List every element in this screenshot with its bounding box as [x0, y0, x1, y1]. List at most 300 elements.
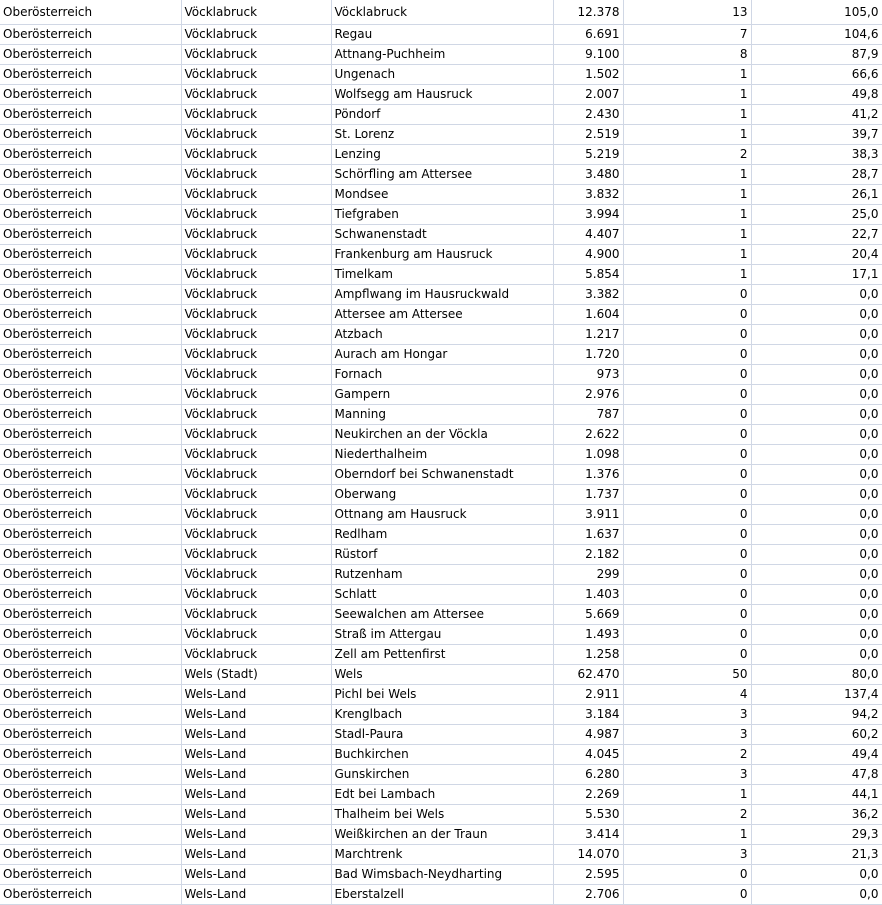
cell-gemeinde[interactable]: Ungenach [331, 65, 553, 85]
cell-bundesland[interactable]: Oberösterreich [0, 205, 181, 225]
table-row [0, 765, 882, 785]
cell-bundesland[interactable]: Oberösterreich [0, 185, 181, 205]
cell-faelle[interactable]: 1 [623, 105, 751, 125]
cell-gemeinde[interactable]: Stadl-Paura [331, 725, 553, 745]
table-row [0, 45, 882, 65]
cell-inzidenz[interactable]: 41,2 [751, 105, 882, 125]
cell-inzidenz[interactable]: 0,0 [751, 465, 882, 485]
cell-bundesland[interactable]: Oberösterreich [0, 785, 181, 805]
cell-einwohner[interactable]: 2.706 [553, 885, 623, 905]
cell-inzidenz[interactable]: 26,1 [751, 185, 882, 205]
cell-inzidenz[interactable]: 0,0 [751, 605, 882, 625]
cell-gemeinde[interactable]: Attnang-Puchheim [331, 45, 553, 65]
cell-bundesland[interactable]: Oberösterreich [0, 285, 181, 305]
cell-gemeinde[interactable]: Straß im Attergau [331, 625, 553, 645]
cell-einwohner[interactable]: 1.637 [553, 525, 623, 545]
cell-bezirk[interactable]: Vöcklabruck [181, 125, 331, 145]
cell-bundesland[interactable]: Oberösterreich [0, 705, 181, 725]
cell-faelle[interactable]: 3 [623, 725, 751, 745]
cell-bundesland[interactable]: Oberösterreich [0, 485, 181, 505]
cell-gemeinde[interactable]: Marchtrenk [331, 845, 553, 865]
cell-gemeinde[interactable]: Wolfsegg am Hausruck [331, 85, 553, 105]
cell-inzidenz[interactable]: 104,6 [751, 25, 882, 45]
cell-einwohner[interactable]: 2.595 [553, 865, 623, 885]
cell-faelle[interactable]: 1 [623, 185, 751, 205]
cell-bezirk[interactable]: Wels-Land [181, 825, 331, 845]
cell-gemeinde[interactable]: St. Lorenz [331, 125, 553, 145]
cell-inzidenz[interactable]: 21,3 [751, 845, 882, 865]
cell-einwohner[interactable]: 299 [553, 565, 623, 585]
cell-faelle[interactable]: 0 [623, 465, 751, 485]
cell-einwohner[interactable]: 1.604 [553, 305, 623, 325]
cell-bezirk[interactable]: Vöcklabruck [181, 565, 331, 585]
cell-bezirk[interactable]: Vöcklabruck [181, 545, 331, 565]
cell-bezirk[interactable]: Wels-Land [181, 865, 331, 885]
cell-gemeinde[interactable]: Vöcklabruck [331, 0, 553, 25]
table-row [0, 725, 882, 745]
cell-bundesland[interactable]: Oberösterreich [0, 165, 181, 185]
cell-bundesland[interactable]: Oberösterreich [0, 745, 181, 765]
cell-inzidenz[interactable]: 60,2 [751, 725, 882, 745]
cell-einwohner[interactable]: 1.258 [553, 645, 623, 665]
cell-einwohner[interactable]: 1.493 [553, 625, 623, 645]
cell-bezirk[interactable]: Vöcklabruck [181, 145, 331, 165]
cell-gemeinde[interactable]: Edt bei Lambach [331, 785, 553, 805]
cell-faelle[interactable]: 2 [623, 145, 751, 165]
cell-einwohner[interactable]: 1.403 [553, 585, 623, 605]
cell-gemeinde[interactable]: Seewalchen am Attersee [331, 605, 553, 625]
cell-inzidenz[interactable]: 0,0 [751, 865, 882, 885]
cell-bundesland[interactable]: Oberösterreich [0, 105, 181, 125]
cell-bezirk[interactable]: Wels-Land [181, 705, 331, 725]
table-row [0, 345, 882, 365]
cell-bundesland[interactable]: Oberösterreich [0, 0, 181, 25]
cell-bezirk[interactable]: Vöcklabruck [181, 25, 331, 45]
cell-gemeinde[interactable]: Schlatt [331, 585, 553, 605]
cell-einwohner[interactable]: 5.219 [553, 145, 623, 165]
cell-bundesland[interactable]: Oberösterreich [0, 305, 181, 325]
cell-bezirk[interactable]: Vöcklabruck [181, 185, 331, 205]
cell-gemeinde[interactable]: Schörfling am Attersee [331, 165, 553, 185]
cell-gemeinde[interactable]: Oberndorf bei Schwanenstadt [331, 465, 553, 485]
cell-gemeinde[interactable]: Bad Wimsbach-Neydharting [331, 865, 553, 885]
cell-inzidenz[interactable]: 0,0 [751, 585, 882, 605]
cell-faelle[interactable]: 0 [623, 385, 751, 405]
cell-faelle[interactable]: 0 [623, 445, 751, 465]
cell-bezirk[interactable]: Vöcklabruck [181, 345, 331, 365]
cell-bundesland[interactable]: Oberösterreich [0, 545, 181, 565]
cell-bezirk[interactable]: Wels-Land [181, 805, 331, 825]
cell-bezirk[interactable]: Vöcklabruck [181, 105, 331, 125]
table-row [0, 465, 882, 485]
cell-inzidenz[interactable]: 0,0 [751, 385, 882, 405]
cell-inzidenz[interactable]: 49,8 [751, 85, 882, 105]
cell-inzidenz[interactable]: 66,6 [751, 65, 882, 85]
table-row [0, 625, 882, 645]
cell-einwohner[interactable]: 3.832 [553, 185, 623, 205]
cell-einwohner[interactable]: 4.045 [553, 745, 623, 765]
cell-bezirk[interactable]: Vöcklabruck [181, 365, 331, 385]
cell-bezirk[interactable]: Wels-Land [181, 845, 331, 865]
cell-bezirk[interactable]: Vöcklabruck [181, 305, 331, 325]
cell-inzidenz[interactable]: 0,0 [751, 625, 882, 645]
cell-einwohner[interactable]: 2.007 [553, 85, 623, 105]
cell-einwohner[interactable]: 973 [553, 365, 623, 385]
cell-faelle[interactable]: 0 [623, 305, 751, 325]
table-row [0, 145, 882, 165]
cell-einwohner[interactable]: 3.382 [553, 285, 623, 305]
cell-bundesland[interactable]: Oberösterreich [0, 865, 181, 885]
table-row [0, 0, 882, 25]
cell-faelle[interactable]: 0 [623, 625, 751, 645]
cell-gemeinde[interactable]: Pöndorf [331, 105, 553, 125]
cell-faelle[interactable]: 0 [623, 865, 751, 885]
cell-faelle[interactable]: 1 [623, 205, 751, 225]
cell-bundesland[interactable]: Oberösterreich [0, 125, 181, 145]
cell-bezirk[interactable]: Wels-Land [181, 765, 331, 785]
cell-gemeinde[interactable]: Neukirchen an der Vöckla [331, 425, 553, 445]
cell-inzidenz[interactable]: 29,3 [751, 825, 882, 845]
cell-gemeinde[interactable]: Ottnang am Hausruck [331, 505, 553, 525]
table-row [0, 205, 882, 225]
cell-faelle[interactable]: 0 [623, 645, 751, 665]
cell-gemeinde[interactable]: Zell am Pettenfirst [331, 645, 553, 665]
cell-bundesland[interactable]: Oberösterreich [0, 345, 181, 365]
cell-einwohner[interactable]: 1.376 [553, 465, 623, 485]
cell-faelle[interactable]: 0 [623, 365, 751, 385]
cell-bundesland[interactable]: Oberösterreich [0, 505, 181, 525]
cell-bundesland[interactable]: Oberösterreich [0, 665, 181, 685]
cell-bezirk[interactable]: Vöcklabruck [181, 65, 331, 85]
cell-bezirk[interactable]: Vöcklabruck [181, 385, 331, 405]
cell-faelle[interactable]: 0 [623, 485, 751, 505]
cell-einwohner[interactable]: 3.184 [553, 705, 623, 725]
cell-einwohner[interactable]: 2.430 [553, 105, 623, 125]
cell-inzidenz[interactable]: 0,0 [751, 365, 882, 385]
cell-faelle[interactable]: 3 [623, 705, 751, 725]
cell-bezirk[interactable]: Vöcklabruck [181, 245, 331, 265]
cell-bezirk[interactable]: Vöcklabruck [181, 325, 331, 345]
cell-einwohner[interactable]: 1.098 [553, 445, 623, 465]
cell-gemeinde[interactable]: Thalheim bei Wels [331, 805, 553, 825]
table-row [0, 865, 882, 885]
cell-faelle[interactable]: 1 [623, 165, 751, 185]
cell-bezirk[interactable]: Vöcklabruck [181, 425, 331, 445]
cell-faelle[interactable]: 0 [623, 885, 751, 905]
table-row [0, 805, 882, 825]
cell-bundesland[interactable]: Oberösterreich [0, 765, 181, 785]
cell-inzidenz[interactable]: 0,0 [751, 565, 882, 585]
cell-einwohner[interactable]: 2.976 [553, 385, 623, 405]
cell-einwohner[interactable]: 1.217 [553, 325, 623, 345]
table-row [0, 385, 882, 405]
cell-bezirk[interactable]: Vöcklabruck [181, 165, 331, 185]
cell-gemeinde[interactable]: Manning [331, 405, 553, 425]
cell-einwohner[interactable]: 2.911 [553, 685, 623, 705]
table-row [0, 185, 882, 205]
cell-bundesland[interactable]: Oberösterreich [0, 885, 181, 905]
cell-bezirk[interactable]: Wels-Land [181, 685, 331, 705]
cell-faelle[interactable]: 0 [623, 405, 751, 425]
cell-inzidenz[interactable]: 137,4 [751, 685, 882, 705]
cell-inzidenz[interactable]: 0,0 [751, 525, 882, 545]
cell-einwohner[interactable]: 4.987 [553, 725, 623, 745]
cell-gemeinde[interactable]: Weißkirchen an der Traun [331, 825, 553, 845]
cell-einwohner[interactable]: 3.480 [553, 165, 623, 185]
cell-bezirk[interactable]: Vöcklabruck [181, 225, 331, 245]
cell-faelle[interactable]: 1 [623, 245, 751, 265]
cell-inzidenz[interactable]: 44,1 [751, 785, 882, 805]
cell-einwohner[interactable]: 5.669 [553, 605, 623, 625]
cell-inzidenz[interactable]: 25,0 [751, 205, 882, 225]
cell-bundesland[interactable]: Oberösterreich [0, 85, 181, 105]
cell-faelle[interactable]: 0 [623, 565, 751, 585]
table-row [0, 125, 882, 145]
cell-einwohner[interactable]: 3.911 [553, 505, 623, 525]
table-row [0, 165, 882, 185]
cell-bezirk[interactable]: Wels-Land [181, 745, 331, 765]
cell-inzidenz[interactable]: 0,0 [751, 405, 882, 425]
cell-bundesland[interactable]: Oberösterreich [0, 465, 181, 485]
cell-einwohner[interactable]: 1.502 [553, 65, 623, 85]
cell-gemeinde[interactable]: Frankenburg am Hausruck [331, 245, 553, 265]
cell-bezirk[interactable]: Vöcklabruck [181, 205, 331, 225]
cell-gemeinde[interactable]: Gunskirchen [331, 765, 553, 785]
cell-faelle[interactable]: 2 [623, 805, 751, 825]
cell-bezirk[interactable]: Vöcklabruck [181, 265, 331, 285]
table-row [0, 585, 882, 605]
table-row [0, 225, 882, 245]
cell-faelle[interactable]: 0 [623, 425, 751, 445]
cell-bundesland[interactable]: Oberösterreich [0, 725, 181, 745]
cell-bezirk[interactable]: Wels (Stadt) [181, 665, 331, 685]
cell-gemeinde[interactable]: Gampern [331, 385, 553, 405]
cell-inzidenz[interactable]: 47,8 [751, 765, 882, 785]
cell-inzidenz[interactable]: 0,0 [751, 505, 882, 525]
table-row [0, 245, 882, 265]
cell-faelle[interactable]: 8 [623, 45, 751, 65]
cell-bezirk[interactable]: Vöcklabruck [181, 0, 331, 25]
cell-bezirk[interactable]: Vöcklabruck [181, 525, 331, 545]
cell-faelle[interactable]: 1 [623, 65, 751, 85]
cell-gemeinde[interactable]: Mondsee [331, 185, 553, 205]
cell-inzidenz[interactable]: 94,2 [751, 705, 882, 725]
cell-gemeinde[interactable]: Wels [331, 665, 553, 685]
cell-bezirk[interactable]: Vöcklabruck [181, 485, 331, 505]
cell-bundesland[interactable]: Oberösterreich [0, 385, 181, 405]
cell-faelle[interactable]: 2 [623, 745, 751, 765]
cell-faelle[interactable]: 1 [623, 265, 751, 285]
cell-bezirk[interactable]: Wels-Land [181, 885, 331, 905]
cell-bundesland[interactable]: Oberösterreich [0, 625, 181, 645]
table-row [0, 885, 882, 905]
cell-inzidenz[interactable]: 49,4 [751, 745, 882, 765]
cell-bundesland[interactable]: Oberösterreich [0, 25, 181, 45]
cell-bundesland[interactable]: Oberösterreich [0, 445, 181, 465]
cell-faelle[interactable]: 1 [623, 85, 751, 105]
cell-inzidenz[interactable]: 28,7 [751, 165, 882, 185]
cell-inzidenz[interactable]: 0,0 [751, 485, 882, 505]
cell-einwohner[interactable]: 6.691 [553, 25, 623, 45]
cell-inzidenz[interactable]: 80,0 [751, 665, 882, 685]
cell-inzidenz[interactable]: 20,4 [751, 245, 882, 265]
cell-gemeinde[interactable]: Atzbach [331, 325, 553, 345]
cell-einwohner[interactable]: 2.622 [553, 425, 623, 445]
cell-bundesland[interactable]: Oberösterreich [0, 825, 181, 845]
cell-bezirk[interactable]: Vöcklabruck [181, 405, 331, 425]
cell-inzidenz[interactable]: 38,3 [751, 145, 882, 165]
cell-bundesland[interactable]: Oberösterreich [0, 45, 181, 65]
cell-bundesland[interactable]: Oberösterreich [0, 585, 181, 605]
cell-bezirk[interactable]: Vöcklabruck [181, 505, 331, 525]
cell-bundesland[interactable]: Oberösterreich [0, 565, 181, 585]
cell-inzidenz[interactable]: 0,0 [751, 645, 882, 665]
cell-faelle[interactable]: 1 [623, 825, 751, 845]
table-row [0, 825, 882, 845]
table-row [0, 325, 882, 345]
cell-inzidenz[interactable]: 105,0 [751, 0, 882, 25]
cell-faelle[interactable]: 7 [623, 25, 751, 45]
cell-einwohner[interactable]: 4.900 [553, 245, 623, 265]
cell-gemeinde[interactable]: Krenglbach [331, 705, 553, 725]
cell-einwohner[interactable]: 3.994 [553, 205, 623, 225]
cell-bezirk[interactable]: Vöcklabruck [181, 45, 331, 65]
cell-bundesland[interactable]: Oberösterreich [0, 145, 181, 165]
cell-faelle[interactable]: 3 [623, 845, 751, 865]
cell-faelle[interactable]: 0 [623, 505, 751, 525]
cell-einwohner[interactable]: 14.070 [553, 845, 623, 865]
cell-einwohner[interactable]: 5.854 [553, 265, 623, 285]
table-row [0, 85, 882, 105]
table-row [0, 685, 882, 705]
cell-bezirk[interactable]: Vöcklabruck [181, 85, 331, 105]
cell-einwohner[interactable]: 1.720 [553, 345, 623, 365]
cell-einwohner[interactable]: 2.269 [553, 785, 623, 805]
cell-bundesland[interactable]: Oberösterreich [0, 685, 181, 705]
cell-gemeinde[interactable]: Timelkam [331, 265, 553, 285]
cell-einwohner[interactable]: 2.182 [553, 545, 623, 565]
cell-gemeinde[interactable]: Rüstorf [331, 545, 553, 565]
cell-inzidenz[interactable]: 17,1 [751, 265, 882, 285]
cell-faelle[interactable]: 4 [623, 685, 751, 705]
cell-faelle[interactable]: 0 [623, 585, 751, 605]
cell-faelle[interactable]: 50 [623, 665, 751, 685]
cell-bundesland[interactable]: Oberösterreich [0, 365, 181, 385]
cell-bundesland[interactable]: Oberösterreich [0, 325, 181, 345]
cell-faelle[interactable]: 0 [623, 545, 751, 565]
table-row [0, 545, 882, 565]
cell-faelle[interactable]: 1 [623, 785, 751, 805]
cell-bezirk[interactable]: Vöcklabruck [181, 465, 331, 485]
cell-bundesland[interactable]: Oberösterreich [0, 845, 181, 865]
cell-inzidenz[interactable]: 0,0 [751, 325, 882, 345]
cell-inzidenz[interactable]: 0,0 [751, 425, 882, 445]
cell-bundesland[interactable]: Oberösterreich [0, 805, 181, 825]
cell-bezirk[interactable]: Vöcklabruck [181, 625, 331, 645]
table-row [0, 25, 882, 45]
cell-bundesland[interactable]: Oberösterreich [0, 645, 181, 665]
cell-faelle[interactable]: 1 [623, 225, 751, 245]
cell-gemeinde[interactable]: Schwanenstadt [331, 225, 553, 245]
cell-faelle[interactable]: 13 [623, 0, 751, 25]
cell-faelle[interactable]: 1 [623, 125, 751, 145]
cell-inzidenz[interactable]: 0,0 [751, 305, 882, 325]
cell-inzidenz[interactable]: 0,0 [751, 885, 882, 905]
table-row [0, 705, 882, 725]
cell-gemeinde[interactable]: Niederthalheim [331, 445, 553, 465]
cell-bundesland[interactable]: Oberösterreich [0, 405, 181, 425]
cell-gemeinde[interactable]: Lenzing [331, 145, 553, 165]
cell-faelle[interactable]: 0 [623, 325, 751, 345]
cell-bezirk[interactable]: Wels-Land [181, 725, 331, 745]
cell-bezirk[interactable]: Vöcklabruck [181, 645, 331, 665]
cell-einwohner[interactable]: 1.737 [553, 485, 623, 505]
cell-bundesland[interactable]: Oberösterreich [0, 225, 181, 245]
cell-inzidenz[interactable]: 36,2 [751, 805, 882, 825]
cell-bundesland[interactable]: Oberösterreich [0, 605, 181, 625]
cell-faelle[interactable]: 0 [623, 605, 751, 625]
cell-bezirk[interactable]: Wels-Land [181, 785, 331, 805]
cell-bezirk[interactable]: Vöcklabruck [181, 285, 331, 305]
cell-gemeinde[interactable]: Aurach am Hongar [331, 345, 553, 365]
cell-einwohner[interactable]: 2.519 [553, 125, 623, 145]
cell-gemeinde[interactable]: Pichl bei Wels [331, 685, 553, 705]
cell-einwohner[interactable]: 787 [553, 405, 623, 425]
cell-einwohner[interactable]: 6.280 [553, 765, 623, 785]
cell-einwohner[interactable]: 3.414 [553, 825, 623, 845]
table-row [0, 445, 882, 465]
cell-bundesland[interactable]: Oberösterreich [0, 425, 181, 445]
cell-inzidenz[interactable]: 0,0 [751, 285, 882, 305]
cell-gemeinde[interactable]: Eberstalzell [331, 885, 553, 905]
cell-einwohner[interactable]: 62.470 [553, 665, 623, 685]
table-row [0, 105, 882, 125]
cell-bezirk[interactable]: Vöcklabruck [181, 445, 331, 465]
cell-bundesland[interactable]: Oberösterreich [0, 265, 181, 285]
cell-gemeinde[interactable]: Tiefgraben [331, 205, 553, 225]
cell-gemeinde[interactable]: Redlham [331, 525, 553, 545]
cell-inzidenz[interactable]: 22,7 [751, 225, 882, 245]
cell-inzidenz[interactable]: 87,9 [751, 45, 882, 65]
cell-inzidenz[interactable]: 0,0 [751, 445, 882, 465]
cell-einwohner[interactable]: 5.530 [553, 805, 623, 825]
cell-inzidenz[interactable]: 39,7 [751, 125, 882, 145]
cell-einwohner[interactable]: 12.378 [553, 0, 623, 25]
cell-einwohner[interactable]: 4.407 [553, 225, 623, 245]
cell-gemeinde[interactable]: Buchkirchen [331, 745, 553, 765]
table-row [0, 285, 882, 305]
cell-gemeinde[interactable]: Regau [331, 25, 553, 45]
cell-inzidenz[interactable]: 0,0 [751, 545, 882, 565]
cell-gemeinde[interactable]: Rutzenham [331, 565, 553, 585]
cell-gemeinde[interactable]: Ampflwang im Hausruckwald [331, 285, 553, 305]
cell-bundesland[interactable]: Oberösterreich [0, 525, 181, 545]
cell-gemeinde[interactable]: Fornach [331, 365, 553, 385]
cell-gemeinde[interactable]: Oberwang [331, 485, 553, 505]
cell-faelle[interactable]: 0 [623, 525, 751, 545]
table-row [0, 305, 882, 325]
cell-faelle[interactable]: 0 [623, 345, 751, 365]
cell-bezirk[interactable]: Vöcklabruck [181, 585, 331, 605]
cell-faelle[interactable]: 0 [623, 285, 751, 305]
cell-bezirk[interactable]: Vöcklabruck [181, 605, 331, 625]
cell-inzidenz[interactable]: 0,0 [751, 345, 882, 365]
cell-bundesland[interactable]: Oberösterreich [0, 65, 181, 85]
cell-einwohner[interactable]: 9.100 [553, 45, 623, 65]
cell-gemeinde[interactable]: Attersee am Attersee [331, 305, 553, 325]
cell-bundesland[interactable]: Oberösterreich [0, 245, 181, 265]
cell-faelle[interactable]: 3 [623, 765, 751, 785]
